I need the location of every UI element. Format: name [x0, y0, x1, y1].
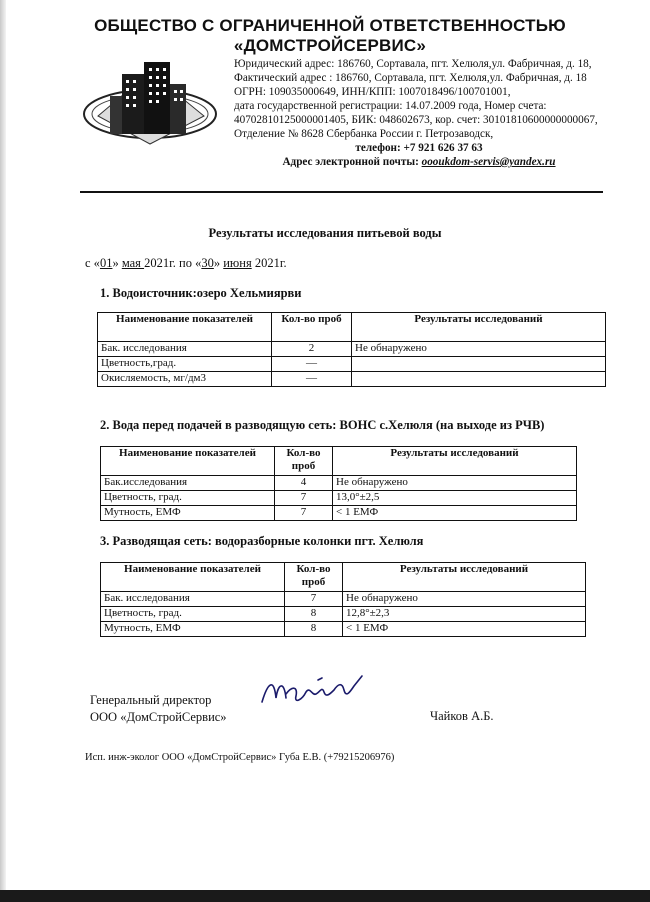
sample-count-cell: —: [272, 357, 352, 372]
result-cell: [352, 357, 606, 372]
indicator-cell: Мутность, ЕМФ: [101, 622, 285, 637]
table-header-row: [98, 313, 606, 342]
requisites-line: 40702810125000001405, БИК: 048602673, кор. счет: 30101810600000000067,: [234, 114, 598, 126]
results-table-distribution: [100, 562, 586, 637]
indicator-cell: Мутность, ЕМФ: [101, 506, 275, 521]
header-results: Результаты исследований: [333, 447, 577, 476]
table-header-row: [101, 563, 586, 592]
table-row: [98, 357, 606, 372]
company-name-line1: ОБЩЕСТВО С ОГРАНИЧЕННОЙ ОТВЕТСТВЕННОСТЬЮ: [94, 16, 566, 35]
header-indicator: Наименование показателей: [101, 447, 275, 476]
sample-count-cell: 2: [272, 342, 352, 357]
requisites-line: ОГРН: 109035000649, ИНН/КПП: 1007018496/100701001,: [234, 86, 511, 98]
requisites-line: Отделение № 8628 Сбербанка России г. Петрозаводск,: [234, 128, 494, 140]
header-indicator: Наименование показателей: [101, 563, 285, 592]
result-cell: [352, 372, 606, 387]
sample-count-cell: 8: [285, 622, 343, 637]
period-end-day: 30: [201, 256, 214, 270]
table-row: [101, 506, 577, 521]
table-row: [101, 592, 586, 607]
sample-count-cell: 7: [275, 491, 333, 506]
sample-count-cell: 7: [285, 592, 343, 607]
executor-footer: Исп. инж-эколог ООО «ДомСтройСервис» Губа Е.В. (+79215206976): [85, 752, 395, 763]
table-header-row: [101, 447, 577, 476]
result-cell: 13,0°±2,5: [333, 491, 577, 506]
result-cell: < 1 ЕМФ: [333, 506, 577, 521]
section-1-heading: 1. Водоисточник:озеро Хельмиярви: [100, 286, 302, 300]
email-link[interactable]: oooukdom-servis@yandex.ru: [421, 156, 556, 168]
period-start-day: 01: [99, 256, 113, 270]
table-row: [101, 491, 577, 506]
table-row: [101, 607, 586, 622]
sample-count-cell: —: [272, 372, 352, 387]
sample-count-cell: 7: [275, 506, 333, 521]
header-sample-count: Кол-во проб: [285, 563, 343, 592]
header-results: Результаты исследований: [343, 563, 586, 592]
result-cell: < 1 ЕМФ: [343, 622, 586, 637]
header-results: Результаты исследований: [352, 313, 606, 342]
sample-count-cell: 4: [275, 476, 333, 491]
indicator-cell: Бак.исследования: [101, 476, 275, 491]
sample-count-cell: 8: [285, 607, 343, 622]
signatory-org: ООО «ДомСтройСервис»: [90, 710, 227, 724]
header-divider: [80, 191, 603, 193]
period-start-month: мая: [121, 256, 145, 270]
company-email-line: [234, 155, 604, 169]
table-row: [98, 342, 606, 357]
report-period: с «01» мая 2021г. по «30» июня 2021г.: [85, 256, 287, 270]
table-row: [101, 476, 577, 491]
section-3-heading: 3. Разводящая сеть: водоразборные колонки пгт. Хелюля: [100, 534, 424, 548]
indicator-cell: Бак. исследования: [98, 342, 272, 357]
scan-bottom-edge: [0, 890, 650, 902]
section-2-heading: 2. Вода перед подачей в разводящую сеть: ВОНС с.Хелюля (на выходе из РЧВ): [100, 418, 545, 432]
result-cell: Не обнаружено: [352, 342, 606, 357]
header-sample-count: Кол-во проб: [272, 313, 352, 342]
requisites-line: дата государственной регистрации: 14.07.2009 года, Номер счета:: [234, 100, 547, 112]
signatory-name: Чайков А.Б.: [430, 709, 494, 723]
results-table-source: [97, 312, 606, 387]
indicator-cell: Цветность,град.: [98, 357, 272, 372]
table-row: [101, 622, 586, 637]
result-cell: 12,8°±2,3: [343, 607, 586, 622]
header-sample-count: Кол-во проб: [275, 447, 333, 476]
period-end-month: июня: [223, 256, 252, 270]
handwritten-signature: [258, 672, 368, 714]
indicator-cell: Цветность, град.: [101, 607, 285, 622]
requisites-line: Юридический адрес: 186760, Сортавала, пгт. Хелюля,ул. Фабричная, д. 18,: [234, 58, 592, 70]
company-logo-building-icon: [80, 52, 220, 152]
header-indicator: Наименование показателей: [98, 313, 272, 342]
company-name-line2: «ДОМСТРОЙСЕРВИС»: [233, 36, 427, 55]
indicator-cell: Цветность, град.: [101, 491, 275, 506]
results-table-pumping-station: [100, 446, 577, 521]
result-cell: Не обнаружено: [343, 592, 586, 607]
result-cell: Не обнаружено: [333, 476, 577, 491]
indicator-cell: Окисляемость, мг/дм3: [98, 372, 272, 387]
document-title: Результаты исследования питьевой воды: [208, 226, 442, 240]
indicator-cell: Бак. исследования: [101, 592, 285, 607]
email-label: Адрес электронной почты:: [282, 156, 422, 168]
table-row: [98, 372, 606, 387]
scan-edge: [0, 0, 6, 902]
signatory-position: Генеральный директор: [90, 693, 212, 707]
company-phone: телефон: +7 921 626 37 63: [355, 142, 483, 154]
requisites-line: Фактический адрес : 186760, Сортавала, пгт. Хелюля,ул. Фабричная, д. 18: [234, 72, 587, 84]
